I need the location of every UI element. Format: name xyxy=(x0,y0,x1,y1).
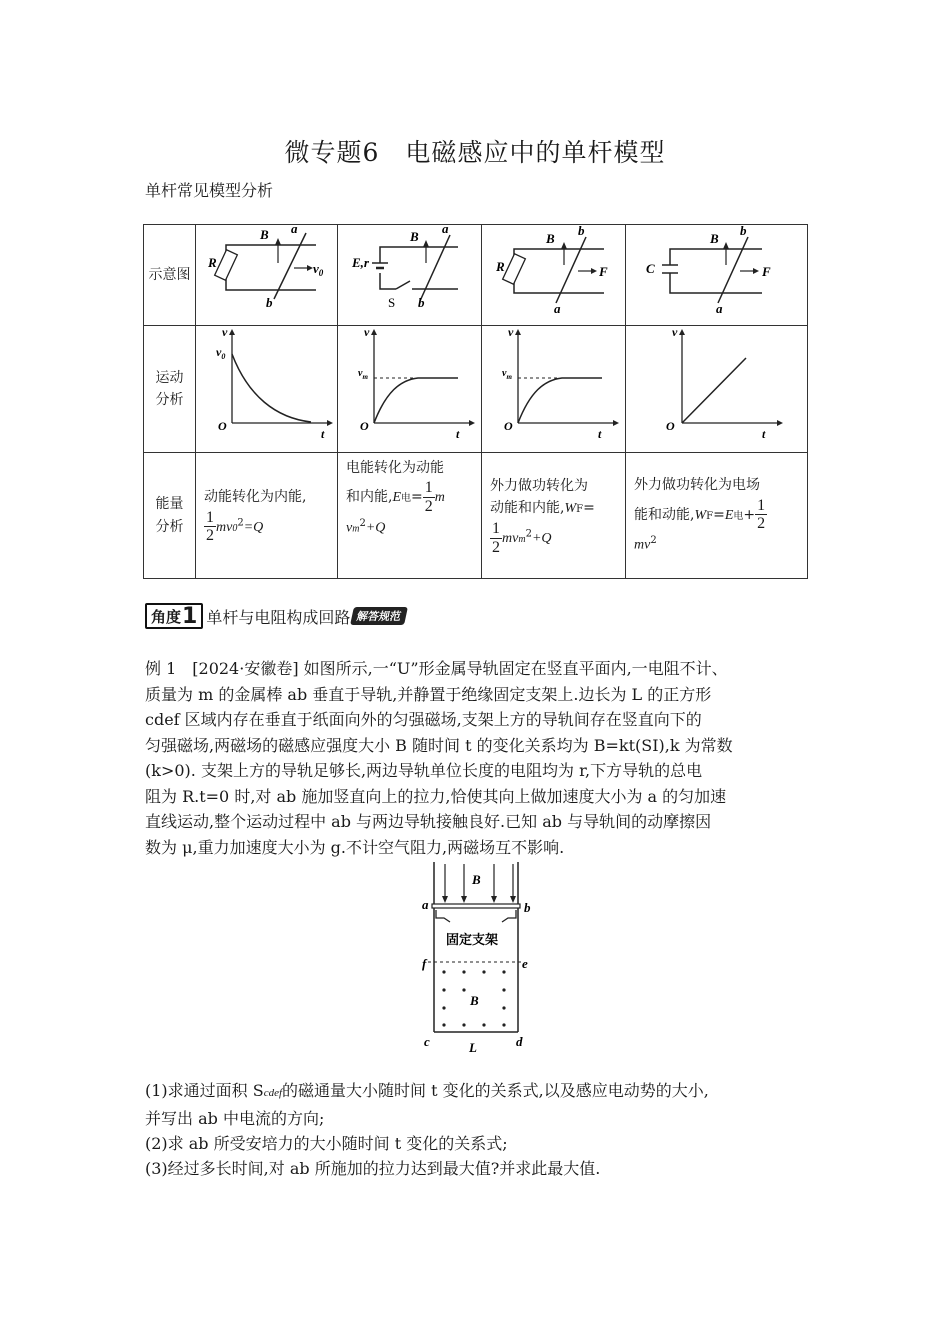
angle-badge: 角度 1 xyxy=(145,603,203,629)
graph-rise-vm-1 xyxy=(338,326,482,453)
example-line: 质量为 m 的金属棒 ab 垂直于导轨,并静置于绝缘固定支架上.边长为 L 的正方形 xyxy=(145,684,712,704)
axis-v: v xyxy=(222,326,228,339)
label-E: E,r xyxy=(352,255,369,270)
label-F: F xyxy=(599,264,608,279)
label-b: b xyxy=(418,295,425,310)
origin: O xyxy=(218,419,227,433)
label-B: B xyxy=(410,229,419,244)
model-table xyxy=(143,224,808,579)
fig-label-f: f xyxy=(422,956,427,971)
origin: O xyxy=(666,419,675,433)
fig-label-a: a xyxy=(422,897,429,912)
example-line: 匀强磁场,两磁场的磁感应强度大小 B 随时间 t 的变化关系均为 B=kt(SI),k 为常数 xyxy=(145,735,733,755)
fig-label-L: L xyxy=(469,1040,477,1055)
graph-linear xyxy=(626,326,808,453)
energy-cell-4: 外力做功转化为电场 能和动能,WF=E电+ $\frac{1}{2}$ $mv^2$ xyxy=(626,453,808,579)
axis-v: v xyxy=(364,326,370,339)
label-B: B xyxy=(710,231,719,246)
question-1: (1)求通过面积 Scdef的磁通量大小随时间 t 变化的关系式,以及感应电动势的大小, xyxy=(145,1081,709,1100)
example-line: 直线运动,整个运动过程中 ab 与两边导轨接触良好.已知 ab 与导轨间的动摩擦因 xyxy=(145,812,712,831)
fig-label-B-top: B xyxy=(472,872,481,887)
energy-cell-3: 外力做功转化为 动能和内能,WF= $\frac{1}{2}$ mvm$^2$+Q xyxy=(482,453,626,579)
energy-cell-2: 电能转化为动能 和内能,E电= $\frac{1}{2}$ m $vm^2+Q$ xyxy=(338,453,482,579)
label-R: R xyxy=(208,255,217,270)
rail-figure xyxy=(410,862,540,1062)
label-b: b xyxy=(578,225,585,238)
axis-v: v xyxy=(508,326,514,339)
label-B: B xyxy=(546,231,555,246)
label-S: S xyxy=(388,295,396,310)
axis-v: v xyxy=(672,326,678,339)
graph-decay xyxy=(196,326,338,453)
diagram-capacitor-force xyxy=(626,225,808,326)
label-vm: $v_m$ xyxy=(358,368,368,381)
label-v0: $v_0$ xyxy=(216,345,226,361)
fig-label-B-bottom: B xyxy=(470,993,479,1008)
diagram-resistor-force xyxy=(482,225,626,326)
label-a: a xyxy=(716,301,723,316)
example-line: (k>0). 支架上方的导轨足够长,两边导轨单位长度的电阻均为 r,下方导轨的总电 xyxy=(145,761,703,780)
example-line: 例 1 [2024·安徽卷] 如图所示,一“U”形金属导轨固定在竖直平面内,一电阻不计、 xyxy=(145,659,728,678)
question-1-cont: 并写出 ab 中电流的方向; xyxy=(145,1109,325,1128)
label-b: b xyxy=(740,225,747,238)
label-a: a xyxy=(442,225,449,236)
graph-rise-vm-2 xyxy=(482,326,626,453)
axis-t: t xyxy=(456,427,460,441)
label-a: a xyxy=(554,301,561,316)
energy-cell-1: 动能转化为内能, $\frac{1}{2}$ $mv0^2=Q$ xyxy=(196,453,338,579)
row-label-diagram: 示意图 xyxy=(144,225,196,326)
subtitle: 单杆常见模型分析 xyxy=(145,181,274,200)
fig-label-c: c xyxy=(424,1034,430,1049)
row-label-energy: 能量 分析 xyxy=(144,453,196,579)
diagram-resistor-v0 xyxy=(196,225,338,326)
section-heading xyxy=(145,604,406,628)
origin: O xyxy=(360,419,369,433)
label-C: C xyxy=(646,261,655,276)
fig-label-e: e xyxy=(522,956,528,971)
axis-t: t xyxy=(762,427,766,441)
label-a: a xyxy=(291,225,298,236)
origin: O xyxy=(504,419,513,433)
diagram-battery-switch xyxy=(338,225,482,326)
label-F: F xyxy=(762,264,771,279)
section-title: 单杆与电阻构成回路 xyxy=(206,607,351,627)
fig-label-support: 固定支架 xyxy=(446,933,499,948)
label-R: R xyxy=(496,259,505,274)
label-vm: $v_m$ xyxy=(502,368,512,381)
example-paragraph xyxy=(145,656,810,860)
fig-label-b: b xyxy=(524,900,531,915)
example-line: 数为 μ,重力加速度大小为 g.不计空气阻力,两磁场互不影响. xyxy=(145,837,565,857)
example-line: cdef 区域内存在垂直于纸面向外的匀强磁场,支架上方的导轨间存在竖直向下的 xyxy=(145,710,702,729)
row-label-motion: 运动 分析 xyxy=(144,326,196,453)
answer-norm-tag: 解答规范 xyxy=(350,607,408,625)
axis-t: t xyxy=(321,427,325,441)
label-v: $v_0$ xyxy=(313,261,324,278)
question-2: (2)求 ab 所受安培力的大小随时间 t 变化的关系式; xyxy=(145,1134,508,1153)
example-line: 阻为 R.t=0 时,对 ab 施加竖直向上的拉力,恰使其向上做加速度大小为 a 的匀加速 xyxy=(145,786,727,806)
questions xyxy=(145,1078,810,1181)
question-3: (3)经过多长时间,对 ab 所施加的拉力达到最大值?并求此最大值. xyxy=(145,1159,601,1178)
fig-label-d: d xyxy=(516,1034,523,1049)
label-B: B xyxy=(260,227,269,242)
axis-t: t xyxy=(598,427,602,441)
page-title: 微专题6 电磁感应中的单杆模型 xyxy=(284,138,666,167)
label-b: b xyxy=(266,295,273,310)
